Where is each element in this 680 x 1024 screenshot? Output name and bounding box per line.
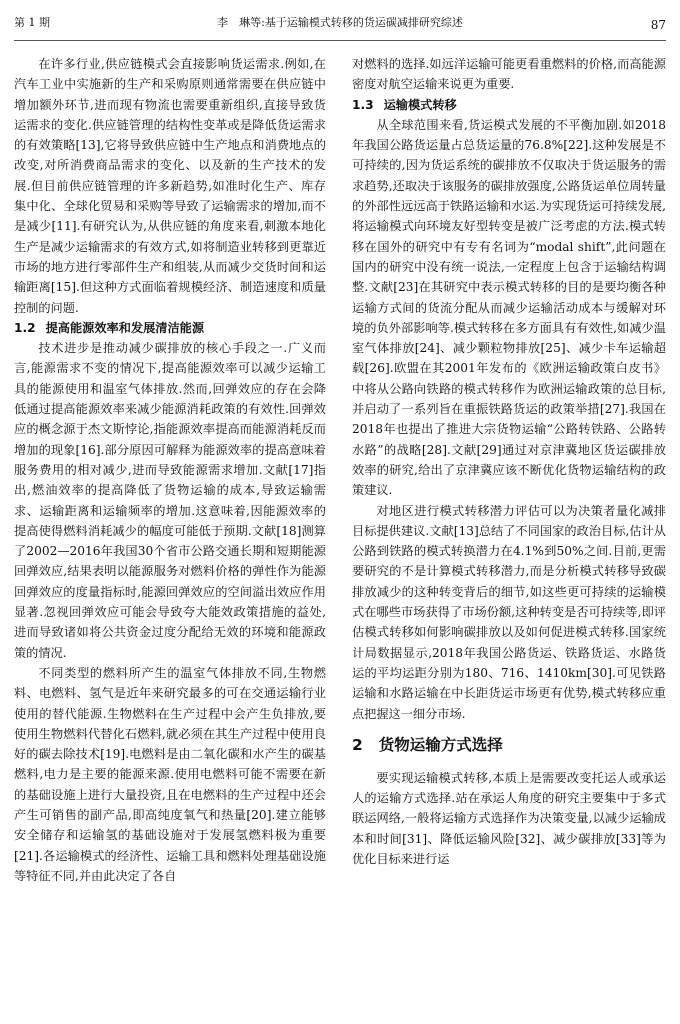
section-heading-1-2: [14, 318, 326, 338]
paragraph-modal-shift: 从全球范围来看,货运模式发展的不平衡加剧.如2018年我国公路货运量占总货运量的76.8%[22].这种发展是不可持续的,因为货运系统的碳排放不仅取决于货运服务的需求趋势,还取决于该服务的碳排放强度,公路货运单位周转量的外部性远远高于铁路运输和水运.为实现货运可持续发展,将运输模式向环境友好型转变是被广泛考虑的方法.模式转移在国外的研究中有专有名词为“modal shift”,此问题在国内的研究中没有统一说法,一定程度上包含于运输结构调整.文献[23]在其研究中表示模式转移的目的是要均衡各种运输方式间的货流分配从而减少运输活动成本与缓解对环境的负外部影响等.模式转移在多方面具有有效性,如减少温室气体排放[24]、减少颗粒物排放[25]、减少卡车运输超载[26].欧盟在其2001年发布的《欧洲运输政策白皮书》中将从公路向铁路的模式转移作为欧洲运输政策的总目标,并启动了一系列旨在重振铁路货运的政策举措[27].我国在2018年也提出了推进大宗货物运输“公路转铁路、公路转水路”的战略[28].文献[29]通过对京津冀地区货运碳排放效率的研究,给出了京津冀应该不断优化货物运输结构的政策建议.: [352, 117, 666, 498]
section-heading-2: [352, 734, 666, 756]
paragraph-energy-efficiency: 技术进步是推动减少碳排放的核心手段之一.广义而言,能源需求不变的情况下,提高能源效率可以减少运输工具的能源使用和温室气体排放.然而,回弹效应的存在会降低通过提高能源效率来减少能源消耗政策的有效性.回弹效应的概念源于杰文斯悖论,指能源效率提高而能源消耗反而增加的现象[16].部分原因可解释为能源效率的提高意味着服务费用的相对减少,进而导致能源需求增加.文献[17]指出,燃油效率的提高降低了货物运输的成本,导致运输需求、运输距离和运输频率的增加.这意味着,因能源效率的提高使得燃料消耗减少的幅度可能低于预期.文献[18]测算了2002—2016年我国30个省市公路交通长期和短期能源回弹效应,结果表明以能源服务对燃料价格的弹性作为能源回弹效应的度量指标时,能源回弹效应的空间溢出效应作用显著.忽视回弹效应可能会导致夸大能效政策措施的益处,进而导致诸如将公共资金过度分配给无效的环境和能源政策的情况.: [14, 341, 326, 660]
page-number: 87: [650, 18, 666, 32]
right-column: [352, 54, 666, 869]
section-title: 运输模式转移: [383, 97, 457, 112]
paragraph-supply-chain: 在许多行业,供应链模式会直接影响货运需求.例如,在汽车工业中实施新的生产和采购原则通常需要在供应链中增加额外环节,进而现有物流也需要重新组织,直接导致货运需求的变化.供应链管理的结构性变革或是降低货运需求的有效策略[13],它将导致供应链中生产地点和消费地点的改变,对所消费商品需求的变化、以及新的生产技术的发展.但目前供应链管理的许多新趋势,如准时化生产、库存集中化、全球化贸易和采购等导致了运输需求的增加,而不是减少[11].有研究认为,从供应链的角度来看,刺激本地化生产是减少运输需求的有效方式,如将制造业转移到更靠近市场的地方进行零部件生产和组装,从而减少交货时间和运输距离[15].但这种方式面临着规模经济、制造速度和质量控制的问题.: [14, 57, 326, 315]
section-heading-1-3: [352, 95, 666, 115]
paragraph-fuel-choice: 对燃料的选择.如远洋运输可能更看重燃料的价格,而高能源密度对航空运输来说更为重要.: [352, 57, 666, 92]
paragraph-shift-potential: 对地区进行模式转移潜力评估可以为决策者量化减排目标提供建议.文献[13]总结了不同国家的政治目标,估计从公路到铁路的模式转换潜力在4.1%到50%之间.目前,更需要研究的不是计算模式转移潜力,而是分析模式转移导致碳排放减少的这种转变背后的细节,如这些更可持续的运输模式在哪些市场获得了市场份额,这种转变是否可持续等,即评估模式转移如何影响碳排放以及如何促进模式转移.国家统计局数据显示,2018年我国公路货运、铁路货运、水路货运的平均运距分别为180、716、1410km[30].可见铁路运输和水路运输在中长距货运市场更有优势,模式转移应重点把握这一细分市场.: [352, 503, 666, 721]
left-column: [14, 54, 326, 886]
page-header: [14, 6, 666, 36]
section-number: 1.3: [352, 97, 374, 112]
issue-label: 第 1 期: [14, 16, 50, 29]
section-number: 1.2: [14, 320, 36, 335]
section-title: 货物运输方式选择: [378, 735, 503, 754]
section-number: 2: [352, 735, 363, 754]
section-title: 提高能源效率和发展清洁能源: [45, 320, 205, 335]
running-title: 李 琳等:基于运输模式转移的货运碳减排研究综述: [217, 16, 463, 29]
paragraph-mode-choice: 要实现运输模式转移,本质上是需要改变托运人或承运人的运输方式选择.站在承运人角度的研究主要集中于多式联运网络,一般将运输方式选择作为决策变量,以减少运输成本和时间[31]、降低运输风险[32]、减少碳排放[33]等为优化目标来进行运: [352, 770, 666, 866]
paragraph-alternative-fuels: 不同类型的燃料所产生的温室气体排放不同,生物燃料、电燃料、氢气是近年来研究最多的可在交通运输行业使用的替代能源.生物燃料在生产过程中会产生负排放,要使用生物燃料代替化石燃料,就必须在其生产过程中使用良好的碳去除技术[19].电燃料是由二氧化碳和水产生的碳基燃料,电力是主要的能源来源.使用电燃料可能不需要在新的基础设施上进行大量投资,且在电燃料的生产过程中还会产生可销售的副产品,即高纯度氧气和热量[20].建立能够安全储存和运输氢的基础设施对于发展氢燃料极为重要[21].各运输模式的经济性、运输工具和燃料处理基础设施等特征不同,并由此决定了各自: [14, 665, 326, 883]
header-rule: [14, 40, 666, 41]
